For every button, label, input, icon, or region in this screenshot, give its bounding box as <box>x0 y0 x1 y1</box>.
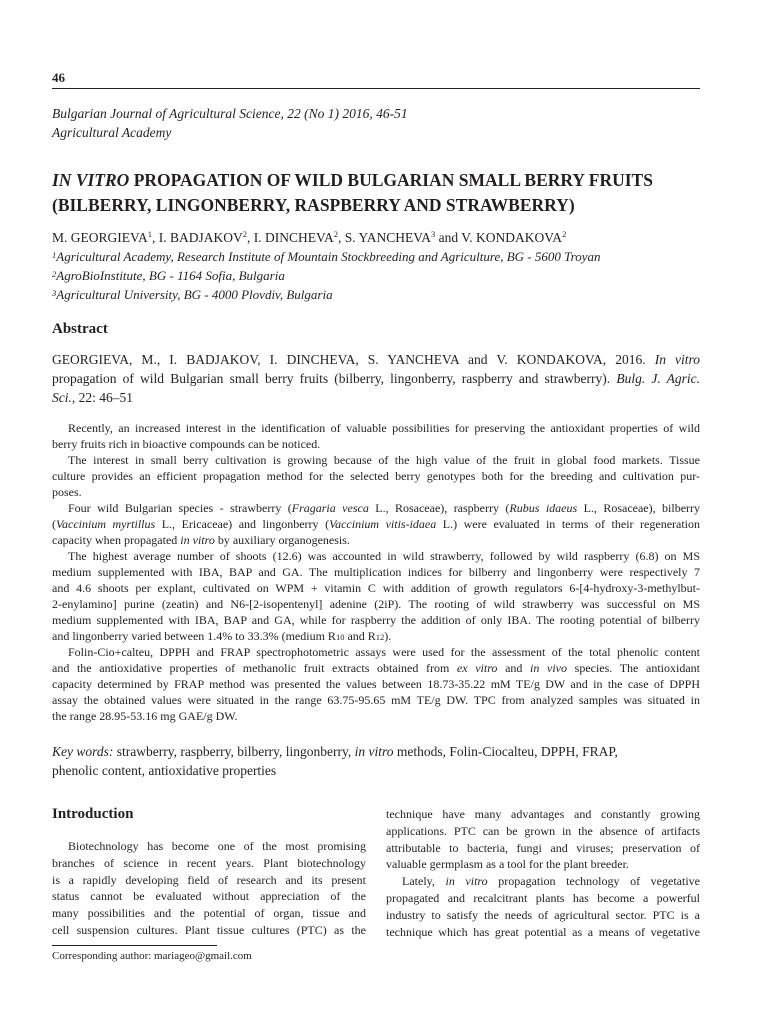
author-separator: and <box>435 230 462 245</box>
author-name: I. BADJAKOV <box>158 230 243 245</box>
citation-title: propagation of wild Bulgarian small berry fruits (bilberry, lingonberry, raspberry and strawberry). <box>52 371 611 386</box>
abstract-line <box>52 500 700 516</box>
citation-journal-end: Sci. <box>52 390 72 405</box>
journal-line: Bulgarian Journal of Agricultural Science, 22 (No 1) 2016, 46-51 <box>52 106 408 121</box>
author-name: V. KONDAKOVA <box>461 230 563 245</box>
page-number: 46 <box>52 70 65 85</box>
abstract-line: Recently, an increased interest in the identification of valuable possibilities for preserving the antioxidant properties of wild <box>68 421 700 435</box>
keywords-line: phenolic content, antioxidative properties <box>52 763 277 778</box>
abstract-line: medium supplemented with IBA, BAP and GA. The multiplication indices for bilberry and lingonberry were respectively 7 <box>52 565 700 579</box>
species-name: Vaccinium myrtillus <box>56 517 156 531</box>
text-run: Lately, <box>402 874 446 889</box>
italic-term: ex vitro <box>456 661 498 675</box>
author-affil-mark: 2 <box>333 229 339 239</box>
abstract-line: and 4.6 shoots per explant, cultivated on WPM + vitamin C with addition of growth regulators 6-[4-hydroxy-3-methylbut- <box>52 581 700 595</box>
intro-line: many possibilities and the potential of organ, tissue and <box>52 906 366 921</box>
author-affil-mark: 1 <box>147 229 153 239</box>
abstract-line: The interest in small berry cultivation is growing because of the high value of the fruit in global food markets. Tissue <box>68 453 700 467</box>
author-affil-mark: 3 <box>431 229 436 239</box>
abstract-line: The highest average number of shoots (12.6) was accounted in wild strawberry, followed by wild raspberry (6.8) on MS <box>68 549 700 563</box>
abstract-heading: Abstract <box>52 321 108 337</box>
text-run: capacity when propagated <box>52 533 181 547</box>
citation-authors: GEORGIEVA, M., I. BADJAKOV, I. DINCHEVA, S. YANCHEVA and V. KONDAKOVA, 2016. <box>52 352 646 367</box>
intro-right-column <box>386 806 700 940</box>
abstract-line: assay the obtained values were situated in the range 63.75-95.65 mM TE/g DW. TPC from analyzed samples was situated in <box>52 693 700 707</box>
author-list <box>52 230 566 246</box>
intro-line: technique which has great potential as a means of vegetative <box>386 924 700 939</box>
intro-line: valuable germplasm as a tool for the plant breeder. <box>386 857 629 872</box>
italic-term: in vivo <box>530 661 568 675</box>
citation-line <box>52 350 700 369</box>
intro-line: industry to satisfy the needs of agricultural sector. PTC is a <box>386 907 700 922</box>
citation-italic: In vitro <box>654 352 701 367</box>
title-line-2: (BILBERRY, LINGONBERRY, RASPBERRY AND STRAWBERRY) <box>52 195 575 215</box>
header-rule <box>52 88 700 89</box>
abstract-line <box>52 516 700 532</box>
author-affil-mark: 2 <box>562 229 567 239</box>
text-run: Four wild Bulgarian species - strawberry ( <box>68 501 292 515</box>
citation-pages: , 22: 46–51 <box>71 390 134 405</box>
affiliations <box>52 247 601 304</box>
abstract-line: the range 28.95-53.16 mg GAE/g DW. <box>52 709 238 723</box>
intro-left-column <box>52 838 366 939</box>
text-run: L., Rosaceae), bilberry <box>577 501 701 515</box>
text-run: ( <box>52 517 56 531</box>
journal-header <box>52 104 408 142</box>
text-run: methods, Folin-Ciocalteu, DPPH, FRAP, <box>393 744 618 759</box>
species-name: Rubus idaeus <box>509 501 578 515</box>
abstract-citation <box>52 350 700 407</box>
abstract-line: medium supplemented with IBA, BAP and GA, while for raspberry the addition of only IBA. The rooting potential of bilberry <box>52 613 700 627</box>
text-run: L., Ericaceae) and lingonberry ( <box>155 517 330 531</box>
intro-line: status cannot be evaluated without appreciation of the <box>52 889 366 904</box>
title-line-1-rest: PROPAGATION OF WILD BULGARIAN SMALL BERRY FRUITS <box>129 170 653 190</box>
subscript: 10 <box>335 632 345 642</box>
keywords <box>52 742 700 780</box>
author-separator: , <box>338 230 345 245</box>
abstract-line: culture provides an efficient propagation method for the selected berry genotypes both for the breeding and cultivation pur- <box>52 469 700 483</box>
italic-term: in vitro <box>445 874 488 889</box>
footnote-rule <box>52 945 217 946</box>
citation-line <box>52 388 700 407</box>
abstract-body <box>52 420 700 724</box>
title-italic: IN VITRO <box>52 170 130 190</box>
affil-text: Agricultural Academy, Research Institute of Mountain Stockbreeding and Agriculture, BG - 5600 Troyan <box>56 249 601 264</box>
intro-line: applications. PTC can be grown in the absence of artifacts <box>386 823 700 838</box>
affil-mark: 2 <box>52 269 57 279</box>
species-name: Vaccinium vitis-idaea <box>329 517 437 531</box>
introduction-heading: Introduction <box>52 806 134 822</box>
abstract-line: poses. <box>52 485 82 499</box>
affil-mark: 1 <box>52 250 57 260</box>
abstract-line <box>52 628 700 644</box>
text-run: and lingonberry varied between 1.4% to 33.3% (medium R <box>52 629 336 643</box>
citation-line <box>52 369 700 388</box>
text-run: and R <box>344 629 376 643</box>
author-affil-mark: 2 <box>242 229 248 239</box>
affil-text: Agricultural University, BG - 4000 Plovdiv, Bulgaria <box>56 287 333 302</box>
abstract-line: Folin-Cio+calteu, DPPH and FRAP spectrophotometric assays were used for the assessment of the total phenolic content <box>68 645 700 659</box>
publisher-line: Agricultural Academy <box>52 125 172 140</box>
keywords-line <box>52 742 700 761</box>
affiliation <box>52 266 601 285</box>
author-name: S. YANCHEVA <box>344 230 432 245</box>
affil-mark: 3 <box>52 288 57 298</box>
corresponding-author-footnote: Corresponding author: mariageo@gmail.com <box>52 950 252 962</box>
species-name: Fragaria vesca <box>291 501 369 515</box>
text-run: ). <box>384 629 392 643</box>
abstract-line <box>52 660 700 676</box>
author-name: I. DINCHEVA <box>253 230 334 245</box>
intro-line: cell suspension cultures. Plant tissue cultures (PTC) as the <box>52 922 366 937</box>
affil-text: AgroBioInstitute, BG - 1164 Sofia, Bulgaria <box>56 268 285 283</box>
author-separator: , <box>152 230 159 245</box>
abstract-line: capacity determined by FRAP method was presented the values between 18.73-35.22 mM TE/g DW and in the case of DPPH <box>52 677 700 691</box>
citation-journal: Bulg. J. Agric. <box>616 371 700 386</box>
abstract-line: berry fruits rich in bioactive compounds can be noticed. <box>52 437 321 451</box>
affiliation <box>52 285 601 304</box>
text-run: strawberry, raspberry, bilberry, lingonberry, <box>113 744 355 759</box>
keywords-label: Key words: <box>52 744 114 759</box>
abstract-line: 2-enylamino] purine (zeatin) and N6-[2-isopentenyl] adenine (2iP). The rooting of wild strawberry was successful on MS <box>52 597 700 611</box>
intro-line: attributable to bacteria, fungi and viruses; preservation of <box>386 840 700 855</box>
intro-line: is a rapidly developing field of research and its present <box>52 872 366 887</box>
text-run: and the antioxidative properties of methanolic fruit extracts obtained from <box>52 661 457 675</box>
intro-line: branches of science in recent years. Plant biotechnology <box>52 855 366 870</box>
author-name: M. GEORGIEVA <box>52 230 148 245</box>
paper-title <box>52 168 700 218</box>
intro-line: propagated and recalcitrant plants has become a powerful <box>386 890 700 905</box>
intro-line: Biotechnology has become one of the most promising <box>68 839 366 853</box>
italic-term: in vitro <box>354 744 394 759</box>
intro-line <box>386 873 700 890</box>
intro-line: technique have many advantages and constantly growing <box>386 807 700 821</box>
paper-page <box>52 0 700 1024</box>
text-run: propagation technology of vegetative <box>487 874 700 889</box>
author-separator: , <box>247 230 254 245</box>
text-run: L.) were evaluated in terms of their regeneration <box>436 517 701 531</box>
subscript: 12 <box>375 632 385 642</box>
text-run: species. The antioxidant <box>567 661 701 675</box>
text-run: and <box>497 661 531 675</box>
text-run: L., Rosaceae), raspberry ( <box>368 501 510 515</box>
abstract-line <box>52 532 700 548</box>
italic-term: in vitro <box>180 533 215 547</box>
title-line-1 <box>52 168 700 193</box>
affiliation <box>52 247 601 266</box>
text-run: by auxiliary organogenesis. <box>214 533 350 547</box>
